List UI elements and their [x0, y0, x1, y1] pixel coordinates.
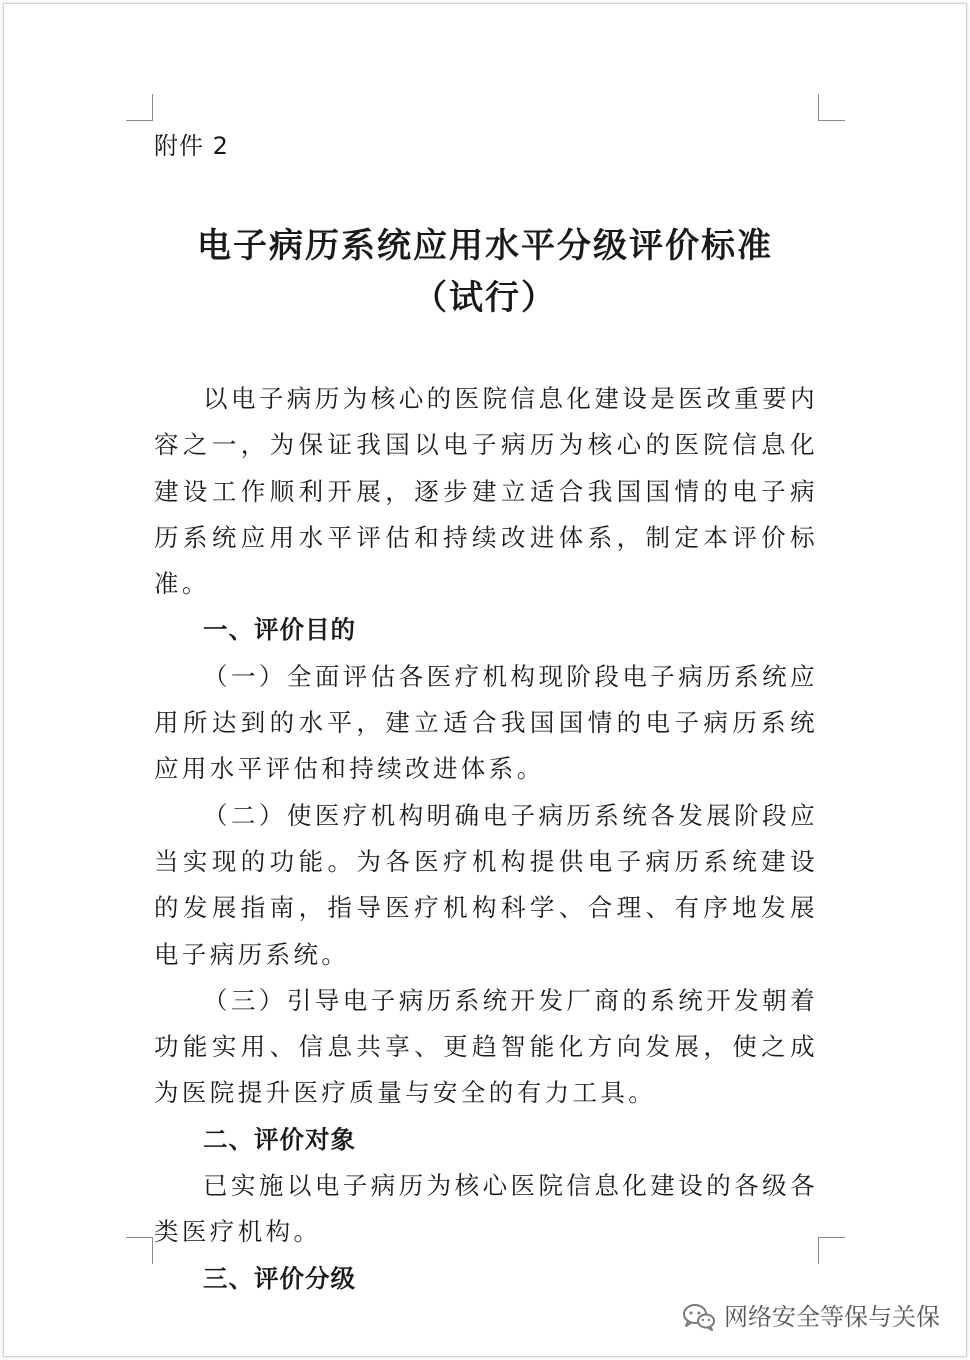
purpose-item-3: （三）引导电子病历系统开发厂商的系统开发朝着功能实用、信息共享、更趋智能化方向发展，使之成为医院提升医疗质量与安全的有力工具。: [154, 985, 818, 1108]
watermark-text: 网络安全等保与关保: [724, 1303, 940, 1331]
purpose-item-1: （一）全面评估各医疗机构现阶段电子病历系统应用所达到的水平，建立适合我国国情的电子病历系统应用水平评估和持续改进体系。: [154, 661, 818, 784]
section-heading-target: 二、评价对象: [203, 1124, 356, 1154]
margin-corner-top-right: [818, 94, 845, 121]
attachment-label: 附件 2: [154, 132, 229, 160]
intro-paragraph: 以电子病历为核心的医院信息化建设是医改重要内容之一，为保证我国以电子病历为核心的医院信息化建设工作顺利开展，逐步建立适合我国国情的电子病历系统应用水平评估和持续改进体系，制定本评价标准。: [154, 384, 818, 599]
purpose-item-2: （二）使医疗机构明确电子病历系统各发展阶段应当实现的功能。为各医疗机构提供电子病历系统建设的发展指南，指导医疗机构科学、合理、有序地发展电子病历系统。: [154, 800, 818, 969]
wechat-icon: [682, 1302, 716, 1332]
margin-corner-bottom-right: [818, 1237, 845, 1264]
target-paragraph: 已实施以电子病历为核心医院信息化建设的各级各类医疗机构。: [154, 1171, 818, 1247]
document-title: 电子病历系统应用水平分级评价标准: [197, 226, 773, 266]
section-heading-grading: 三、评价分级: [203, 1263, 356, 1293]
document-subtitle: （试行）: [413, 278, 557, 318]
margin-corner-bottom-left: [126, 1237, 153, 1264]
section-heading-purpose: 一、评价目的: [203, 615, 356, 645]
watermark: [682, 1302, 940, 1332]
margin-corner-top-left: [126, 94, 153, 121]
document-body: [154, 376, 818, 1302]
